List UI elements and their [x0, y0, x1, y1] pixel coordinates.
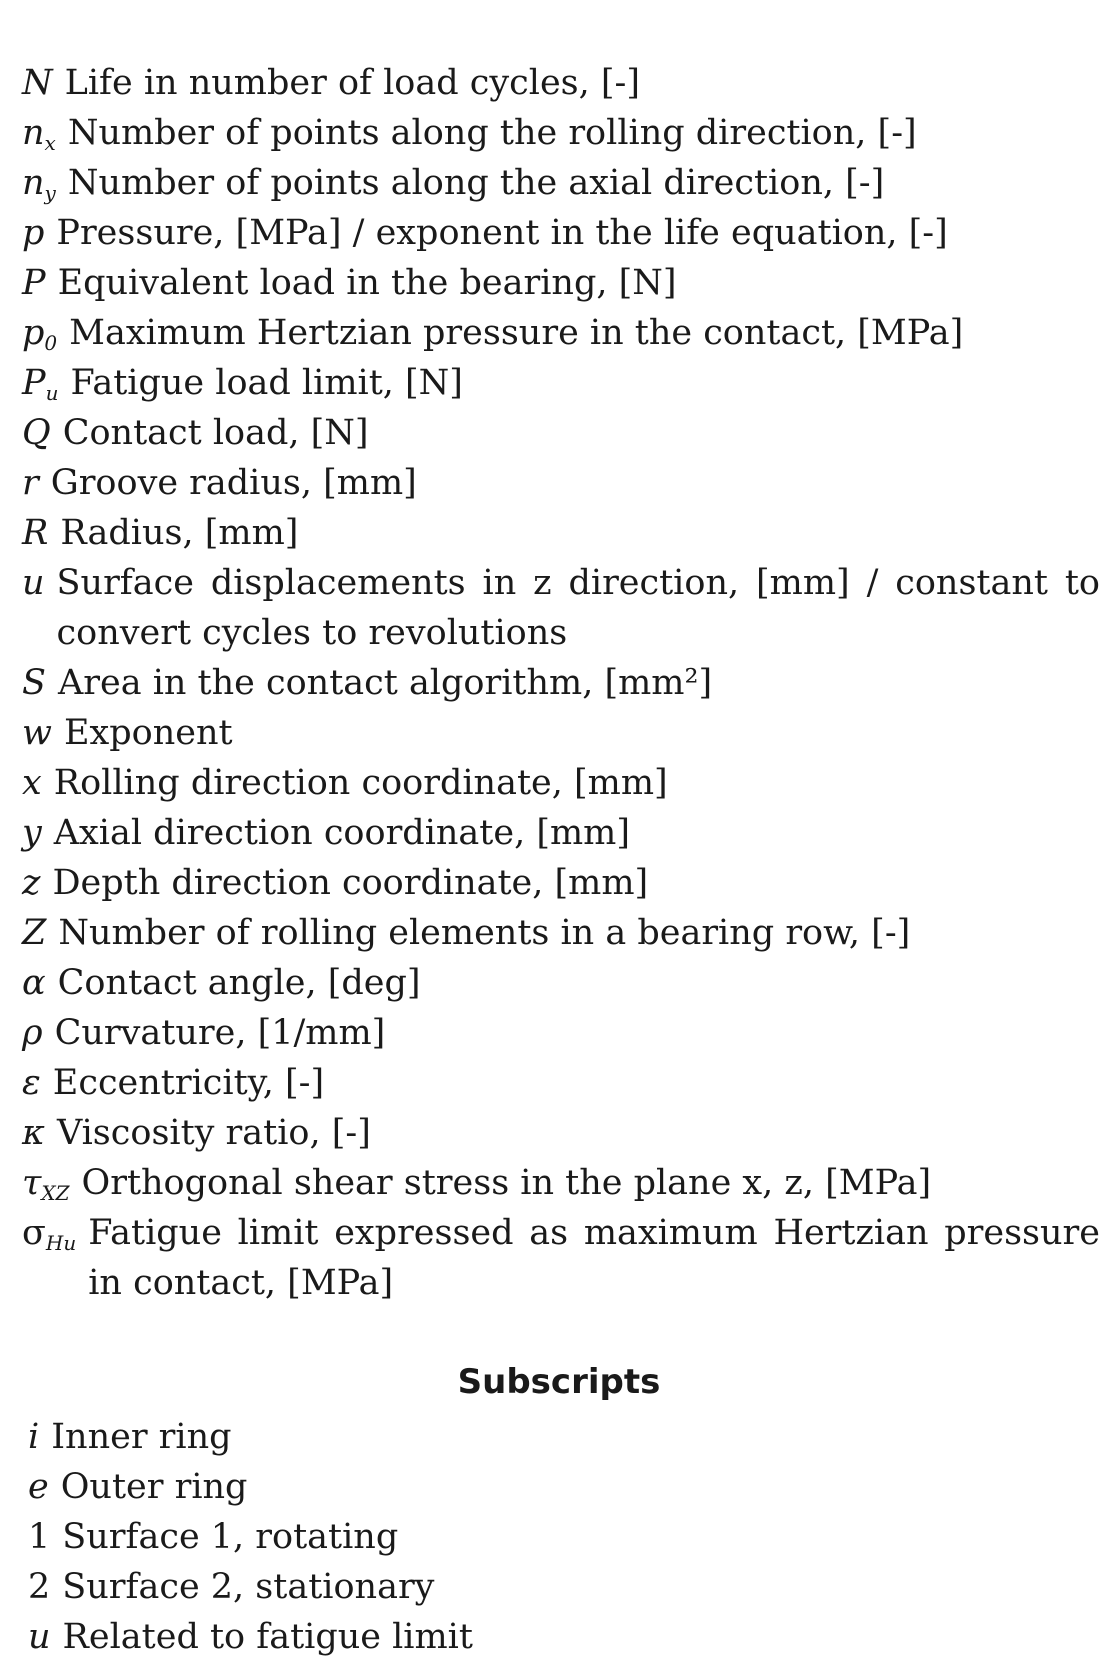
nomenclature-entry [22, 658, 1100, 708]
nomenclature-entry [22, 358, 1100, 408]
nomenclature-symbol: p [22, 213, 45, 253]
nomenclature-symbol: x [22, 763, 42, 803]
nomenclature-symbol: P [22, 263, 46, 303]
nomenclature-entry [22, 458, 1100, 508]
nomenclature-entry [22, 508, 1100, 558]
nomenclature-description: Area in the contact algorithm, [mm²] [57, 663, 713, 703]
nomenclature-symbol: u [22, 563, 45, 603]
nomenclature-symbol: w [22, 713, 52, 753]
subscript-description: Surface 1, rotating [62, 1517, 399, 1557]
nomenclature-list [22, 58, 1100, 1308]
nomenclature-description: Viscosity ratio, [-] [56, 1113, 371, 1153]
nomenclature-entry [22, 1058, 1100, 1108]
subscript-symbol: 1 [28, 1517, 51, 1557]
nomenclature-description: Number of points along the axial direction, [-] [67, 163, 885, 203]
nomenclature-entry [22, 908, 1100, 958]
nomenclature-description: Contact load, [N] [62, 413, 369, 453]
nomenclature-symbol: $\tau_{XZ}$ [22, 1163, 70, 1205]
nomenclature-description: Axial direction coordinate, [mm] [53, 813, 631, 853]
nomenclature-entry [22, 958, 1100, 1008]
subscripts-heading: Subscripts [457, 1362, 661, 1402]
nomenclature-symbol: κ [22, 1113, 45, 1153]
nomenclature-entry [22, 858, 1100, 908]
subscript-symbol: e [28, 1467, 49, 1507]
nomenclature-symbol: ε [22, 1063, 41, 1103]
nomenclature-description: Contact angle, [deg] [57, 963, 421, 1003]
subscript-entry [28, 1562, 1088, 1612]
nomenclature-entry [22, 1208, 1100, 1308]
nomenclature-description: Groove radius, [mm] [50, 463, 417, 503]
subscript-description: Related to fatigue limit [62, 1617, 473, 1657]
nomenclature-entry [22, 758, 1100, 808]
nomenclature-description: Equivalent load in the bearing, [N] [57, 263, 677, 303]
subscript-description: Outer ring [60, 1467, 248, 1507]
subscript-description: Surface 2, stationary [62, 1567, 435, 1607]
nomenclature-symbol: r [22, 463, 39, 503]
nomenclature-entry [22, 158, 1100, 208]
nomenclature-symbol: $\sigma_{Hu}$ [22, 1213, 77, 1255]
nomenclature-symbol: N [22, 63, 53, 103]
nomenclature-entry [22, 258, 1100, 308]
nomenclature-entry [22, 808, 1100, 858]
nomenclature-description: Pressure, [MPa] / exponent in the life equation, [-] [56, 213, 948, 253]
subscript-symbol: i [28, 1417, 40, 1457]
nomenclature-entry [22, 1158, 1100, 1208]
nomenclature-symbol: α [22, 963, 46, 1003]
nomenclature-description: Fatigue limit expressed as maximum Hertzian pressure in contact, [MPa] [88, 1213, 1100, 1303]
subscript-entry [28, 1612, 1088, 1662]
nomenclature-description: Radius, [mm] [60, 513, 299, 553]
nomenclature-description: Number of points along the rolling direction, [-] [67, 113, 917, 153]
nomenclature-symbol: R [22, 513, 49, 553]
subscript-entry [28, 1412, 1088, 1462]
nomenclature-symbol: Z [22, 913, 47, 953]
nomenclature-entry [22, 408, 1100, 458]
subscript-symbol: 2 [28, 1567, 51, 1607]
nomenclature-description: Depth direction coordinate, [mm] [52, 863, 649, 903]
nomenclature-entry [22, 708, 1100, 758]
nomenclature-entry [22, 1008, 1100, 1058]
nomenclature-description: Maximum Hertzian pressure in the contact, [MPa] [69, 313, 964, 353]
nomenclature-entry [22, 108, 1100, 158]
nomenclature-entry [22, 558, 1100, 658]
subscripts-list [28, 1412, 1088, 1662]
nomenclature-description: Exponent [63, 713, 233, 753]
nomenclature-description: Orthogonal shear stress in the plane x, z, [MPa] [81, 1163, 932, 1203]
nomenclature-symbol: y [22, 813, 42, 853]
nomenclature-entry [22, 1108, 1100, 1158]
nomenclature-description: Rolling direction coordinate, [mm] [53, 763, 668, 803]
nomenclature-description: Surface displacements in z direction, [mm] / constant to convert cycles to revolutions [56, 563, 1100, 653]
nomenclature-symbol: Q [22, 413, 51, 453]
subscript-entry [28, 1462, 1088, 1512]
nomenclature-symbol: S [22, 663, 46, 703]
nomenclature-symbol: ρ [22, 1013, 43, 1053]
nomenclature-symbol: $n_y$ [22, 163, 56, 205]
nomenclature-symbol: $P_u$ [22, 363, 59, 405]
subscript-entry [28, 1512, 1088, 1562]
nomenclature-description: Life in number of load cycles, [-] [64, 63, 641, 103]
nomenclature-description: Fatigue load limit, [N] [70, 363, 463, 403]
nomenclature-symbol: $n_x$ [22, 113, 56, 155]
nomenclature-symbol: z [22, 863, 41, 903]
subscript-description: Inner ring [51, 1417, 232, 1457]
nomenclature-description: Curvature, [1/mm] [54, 1013, 386, 1053]
nomenclature-description: Number of rolling elements in a bearing row, [-] [58, 913, 911, 953]
subscript-symbol: u [28, 1617, 51, 1657]
nomenclature-entry [22, 208, 1100, 258]
nomenclature-entry [22, 58, 1100, 108]
nomenclature-symbol: $p_0$ [22, 313, 58, 355]
nomenclature-description: Eccentricity, [-] [52, 1063, 325, 1103]
nomenclature-entry [22, 308, 1100, 358]
